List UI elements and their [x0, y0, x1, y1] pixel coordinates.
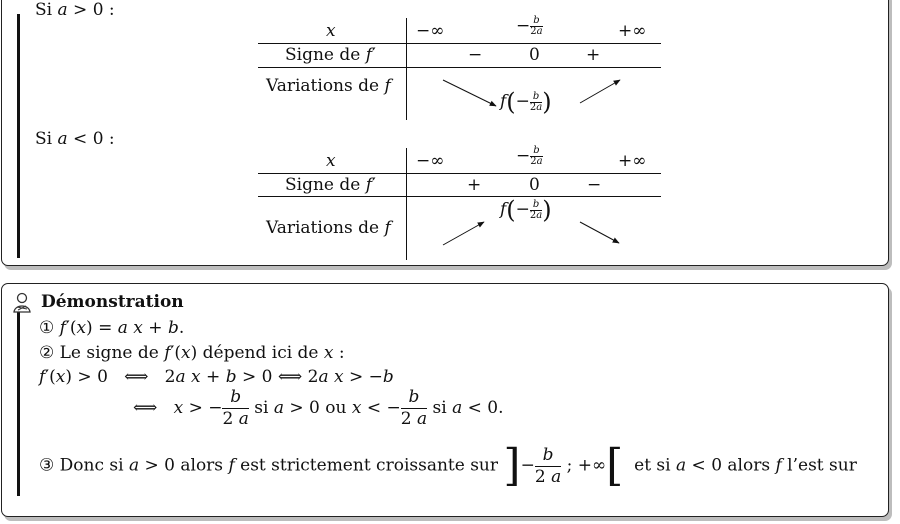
proof-step-3: ③ Donc si a > 0 alors f est strictement croissante sur ]− $\frac{b}{2 a}$ ; +∞[ et si a < 0 alors f l’est sur: [39, 440, 857, 491]
table-neg-extremum: f(− $\frac{b}{2a}$ ): [500, 196, 552, 224]
table-neg-var-label: Variations de f: [266, 218, 391, 238]
box2-left-rule: [17, 312, 20, 496]
table-pos-sign-zero: 0: [529, 45, 540, 65]
case-pos-label: Si a > 0 :: [35, 0, 115, 20]
arrow-pos-decreasing: [443, 80, 496, 106]
proof-step-1: ① f′(x) = a x + b.: [39, 318, 185, 338]
arrow-neg-increasing: [443, 222, 484, 245]
table-neg-x-minus-inf: −∞: [416, 151, 445, 171]
table-pos-extremum: f(− $\frac{b}{2a}$ ): [500, 88, 552, 116]
table-pos-var-label: Variations de f: [266, 76, 391, 96]
arrow-neg-decreasing: [580, 222, 619, 243]
table-pos-sign-minus: −: [468, 45, 483, 65]
case-neg-label: Si a < 0 :: [35, 129, 115, 149]
table-pos-sign-plus: +: [586, 45, 601, 65]
table-pos-x-vertex: − $\frac{b}{2a}$: [516, 15, 543, 37]
table-pos-sign-label: Signe de f′: [285, 45, 376, 65]
table-pos-x-label: x: [326, 21, 336, 41]
proof-line-b: ⟺ x > − $\frac{b}{2 a}$ si a > 0 ou x < − $\frac{b}{2 a}$ si a < 0.: [133, 387, 504, 429]
table-pos-x-minus-inf: −∞: [416, 21, 445, 41]
proof-title: Démonstration: [41, 292, 184, 312]
table-neg-sign-minus: −: [587, 175, 602, 195]
table-pos-x-plus-inf: +∞: [618, 21, 647, 41]
table-neg-sign-plus: +: [467, 175, 482, 195]
table-neg-x-plus-inf: +∞: [618, 151, 647, 171]
table-neg-x-vertex: − $\frac{b}{2a}$: [516, 145, 543, 167]
table-neg-x-label: x: [326, 151, 336, 171]
table-neg-sign-label: Signe de f′: [285, 175, 376, 195]
proof-icon: [11, 291, 33, 313]
proof-line-a: f′(x) > 0 ⟺ 2a x + b > 0 ⟺ 2a x > −b: [39, 367, 394, 387]
arrow-pos-increasing: [580, 80, 620, 103]
table-neg-sign-zero: 0: [529, 175, 540, 195]
proof-step-2-intro: ② Le signe de f′(x) dépend ici de x :: [39, 343, 345, 363]
